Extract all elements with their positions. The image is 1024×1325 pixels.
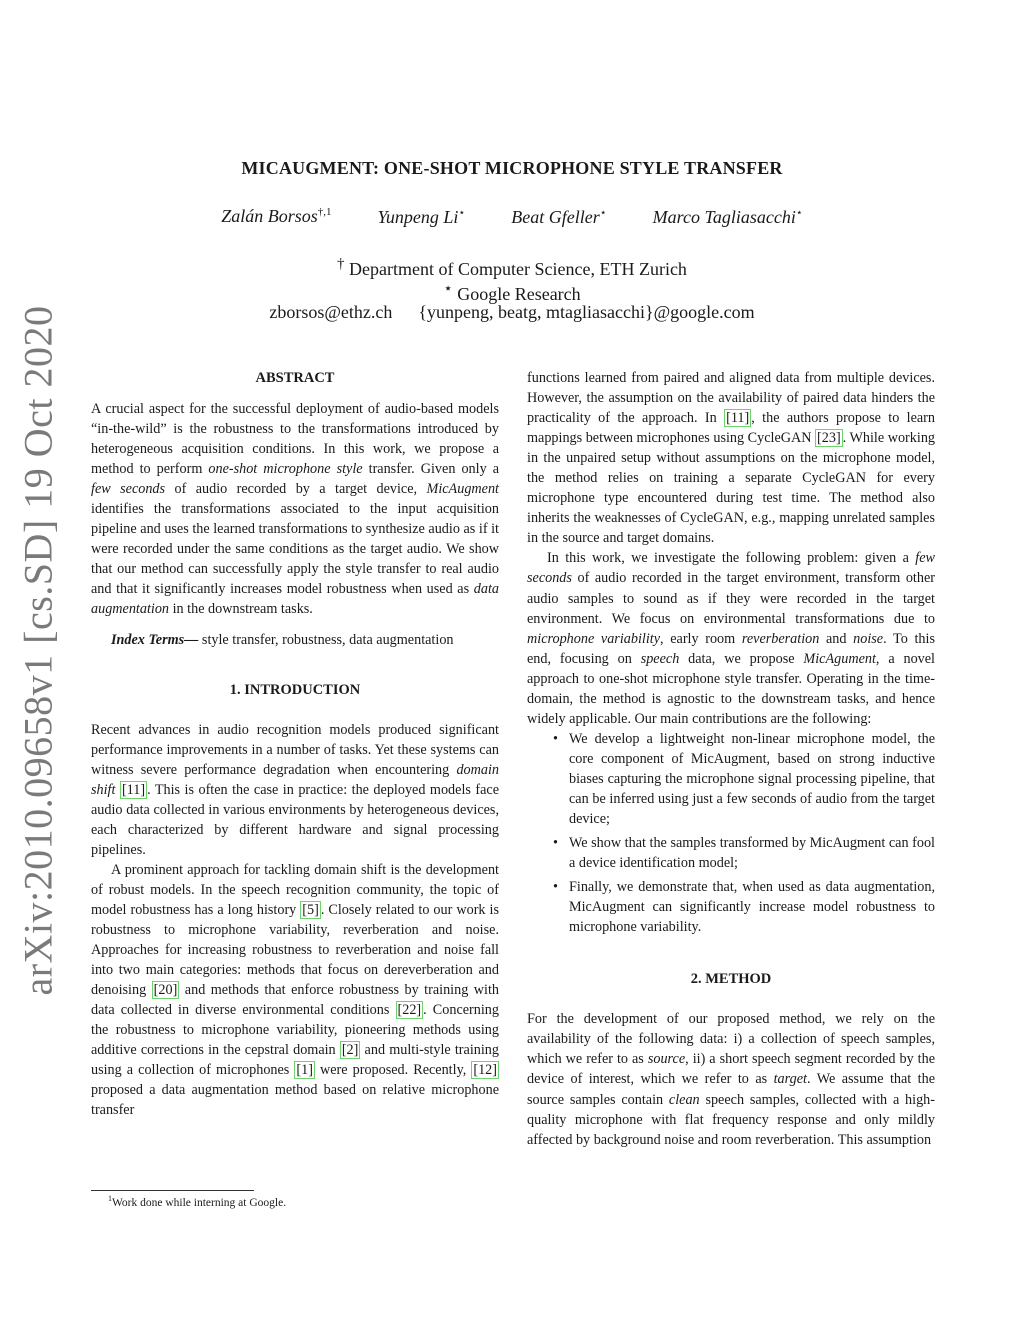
abstract-text: A crucial aspect for the successful deployment of audio-based models “in-the-wild” is the robustness to the transformations introduced by heterogeneous acquisition conditions. In this work, we propose a method to perform one-shot microphone style transfer. Given only a few seconds of audio recorded by a target device, MicAugment identifies the transformations associated to the input acquisition pipeline and uses the learned transformations to synthesize audio as if it were recorded under the same conditions as the target audio. We show that our method can successfully apply the style transfer to real audio and that it significantly increases model robustness when used as data augmentation in the downstream tasks.: [91, 401, 500, 618]
method-paragraph: For the development of our proposed method, we rely on the availability of the following data: i) a collection of speech samples, which we refer to as source, ii) a short speech segment recorded by the device of interest, which we refer to as target. We assume that the source samples contain clean speech samples, collected with a high-quality microphone with flat frequency response and only mildly affected by background noise and room reverberation. This assumption: [527, 1011, 936, 1148]
left-column: [91, 368, 499, 1121]
intro-paragraph: functions learned from paired and aligned data from multiple devices. However, the assumption on the availability of paired data hinders the practicality of the approach. In [11] , the authors propose to learn mappings between microphones using CycleGAN [23] . While working in the unpaired setup without assumptions on the microphone model, the method relies on training a separate CycleGAN for every microphone type encountered during test time. The method also inherits the weaknesses of CycleGAN, e.g., mapping unrelated samples in the source and target domains.: [527, 370, 936, 547]
intro-paragraph: A prominent approach for tackling domain shift is the development of robust models. In the speech recognition community, the topic of model robustness has a long history [5] . Closely related to our work is robustness to microphone variability, reverberation and noise. Approaches for increasing robustness to reverberation and noise fall into two main categories: methods that focus on dereverberation and denoising [20] and methods that enforce robustness by training with data collected in diverse environmental conditions [22] . Concerning the robustness to microphone variability, pioneering methods using additive corrections in the cepstral domain [2] and multi-style training using a collection of microphones [1] were proposed. Recently, [12] proposed a data augmentation method based on relative microphone transfer: [91, 861, 500, 1119]
arxiv-id: arXiv:2010.09658v1 [cs.SD] 19 Oct 2020: [15, 304, 61, 996]
footnote: $^1$Work done while interning at Google.: [108, 1194, 287, 1209]
author: Zalán Borsos$^{\dagger,1}$: [221, 206, 332, 226]
intro-paragraph: Recent advances in audio recognition models produced significant performance improvements in a number of tasks. Yet these systems can witness severe performance degradation when encountering domain shift [11] . This is often the case in practice: the deployed models face audio data collected in various environments by heterogeneous devices, each characterized by different hardware and signal processing pipelines.: [91, 721, 499, 858]
citation-link[interactable]: [12]: [473, 1062, 497, 1079]
method-heading: 2. METHOD: [690, 971, 772, 988]
email: zborsos@ethz.ch: [269, 302, 393, 322]
intro-paragraph: In this work, we investigate the following problem: given a few seconds of audio recorded in the target environment, transform other audio samples to sound as if they were recorded in the target environment. We focus on environmental transformations due to microphone variability, early room reverberation and noise. To this end, focusing on speech data, we propose MicAgument, a novel approach to one-shot microphone style transfer. Operating in the time-domain, the method is agnostic to the downstream tasks, and hence widely applicable. Our main contributions are the following:: [527, 550, 935, 727]
index-terms: Index Terms— style transfer, robustness, data augmentation: [111, 631, 454, 648]
author: Marco Tagliasacchi⋆: [652, 207, 803, 227]
abstract-heading: ABSTRACT: [255, 370, 335, 386]
intro-heading: 1. INTRODUCTION: [229, 681, 361, 698]
arxiv-watermark: [8, 304, 68, 996]
citation-link[interactable]: [22]: [397, 1002, 422, 1019]
affiliation-google: ⋆ Google Research: [443, 281, 581, 304]
contribution-list: [527, 729, 935, 937]
citation-link[interactable]: [11]: [726, 410, 750, 427]
citation-link[interactable]: [5]: [302, 901, 319, 918]
affiliation-eth: † Department of Computer Science, ETH Zurich: [337, 256, 687, 279]
email: {yunpeng, beatg, mtagliasacchi}@google.com: [418, 302, 755, 322]
author-list: [0, 206, 1024, 228]
author-emails: [0, 302, 1024, 323]
citation-link[interactable]: [2]: [341, 1042, 359, 1059]
list-item: • Finally, we demonstrate that, when used as data augmentation, MicAugment can significantly increase model robustness to microphone variability.: [569, 877, 935, 937]
citation-link[interactable]: [20]: [153, 982, 178, 999]
paper-title: MICAUGMENT: ONE-SHOT MICROPHONE STYLE TRANSFER: [241, 158, 783, 178]
citation-link[interactable]: [11]: [121, 781, 146, 798]
citation-link[interactable]: [23]: [817, 430, 841, 447]
list-item: • We show that the samples transformed by MicAugment can fool a device identification model;: [569, 833, 935, 873]
footnote-rule: [91, 1190, 254, 1191]
list-item: • We develop a lightweight non-linear microphone model, the core component of MicAugment, based on strong inductive biases capturing the microphone signal processing pipeline, that can be inferred using just a few seconds of audio from the target device;: [569, 729, 935, 829]
right-column: [527, 368, 935, 1150]
author: Yunpeng Li⋆: [377, 207, 466, 227]
citation-link[interactable]: [1]: [296, 1062, 313, 1079]
author: Beat Gfeller⋆: [511, 207, 607, 227]
